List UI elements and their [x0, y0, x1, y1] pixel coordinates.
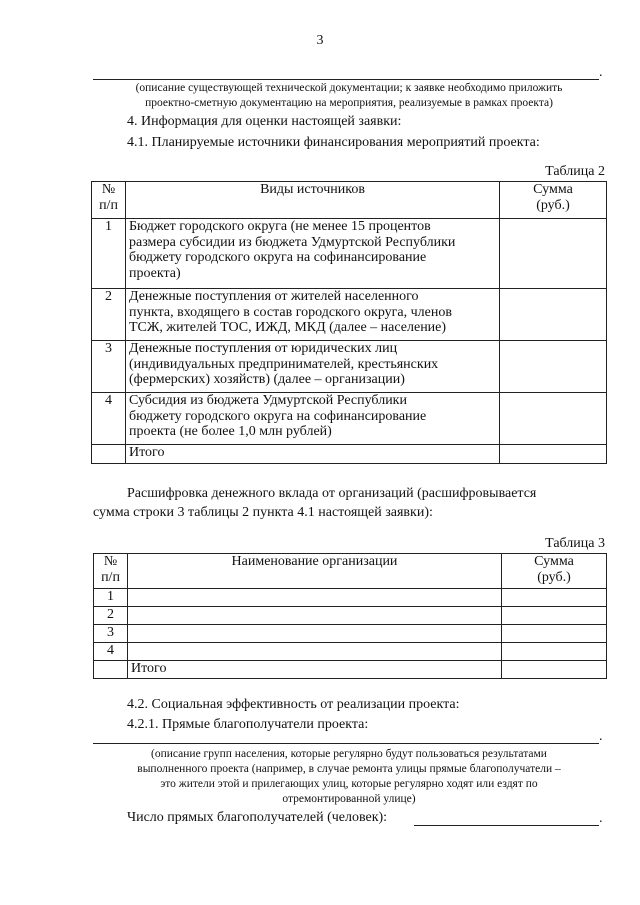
page-number: 3: [316, 33, 324, 48]
blank-line-period: .: [599, 65, 603, 80]
top-note-line-1: (описание существующей технической документации; к заявке необходимо приложить: [135, 82, 563, 94]
section-4-2-title: 4.2. Социальная эффективность от реализации проекта:: [127, 697, 460, 712]
top-note: [93, 81, 605, 111]
sum-cell[interactable]: [502, 643, 607, 661]
table-row: [94, 643, 607, 661]
table-row: [94, 589, 607, 607]
table-row: [92, 219, 607, 289]
table-3-total-row: [94, 661, 607, 679]
source-description: Денежные поступления от юридических лиц (индивидуальных предпринимателей, крестьянских (фермерских) хозяйств) (далее – организации): [126, 341, 500, 393]
beneficiaries-count-label: Число прямых благополучателей (человек):: [127, 810, 388, 825]
row-number: 3: [92, 341, 126, 393]
sum-cell[interactable]: [502, 589, 607, 607]
decoding-paragraph: [93, 484, 605, 522]
bottom-note: [93, 747, 605, 807]
bottom-note-line-3: это жители этой и прилегающих улиц, которые регулярно ходят или ездят по: [160, 778, 538, 790]
total-num-cell: [94, 661, 128, 679]
table-3-header-num: № п/п: [94, 554, 128, 589]
table-row: [92, 289, 607, 341]
row-number: 4: [94, 643, 128, 661]
bottom-note-line-4: отремонтированной улице): [282, 793, 416, 805]
table-3-header-name: Наименование организации: [128, 554, 502, 589]
section-4-2-1-title: 4.2.1. Прямые благополучатели проекта:: [127, 717, 369, 732]
bottom-note-line-2: выполненного проекта (например, в случае ремонта улицы прямые благополучатели –: [137, 763, 561, 775]
sum-cell[interactable]: [502, 625, 607, 643]
organization-name-cell[interactable]: [128, 589, 502, 607]
beneficiaries-description-blank-line: [93, 743, 599, 744]
section-4-1-title: 4.1. Планируемые источники финансирования мероприятий проекта:: [127, 135, 540, 150]
sum-cell[interactable]: [502, 607, 607, 625]
section-4-title: 4. Информация для оценки настоящей заявки:: [127, 114, 402, 129]
table-row: [94, 607, 607, 625]
sum-cell[interactable]: [500, 219, 607, 289]
blank-line-period: .: [599, 729, 603, 744]
table-row: [94, 625, 607, 643]
table-2-total-row: [92, 445, 607, 464]
row-number: 3: [94, 625, 128, 643]
description-blank-line: [93, 79, 599, 80]
total-sum-cell[interactable]: [502, 661, 607, 679]
table-2-header-name: Виды источников: [126, 182, 500, 219]
source-description: Бюджет городского округа (не менее 15 процентов размера субсидии из бюджета Удмуртской Республики бюджету городского округа на софинансирование проекта): [126, 219, 500, 289]
total-label: Итого: [126, 445, 500, 464]
total-label: Итого: [128, 661, 502, 679]
table-3-header-sum: Сумма (руб.): [502, 554, 607, 589]
organization-name-cell[interactable]: [128, 643, 502, 661]
table-3-header-row: [94, 554, 607, 589]
row-number: 2: [94, 607, 128, 625]
table-3-caption: Таблица 3: [545, 536, 605, 551]
table-row: [92, 341, 607, 393]
bottom-note-line-1: (описание групп населения, которые регулярно будут пользоваться результатами: [151, 748, 547, 760]
table-2-funding-sources: [91, 181, 607, 464]
source-description: Субсидия из бюджета Удмуртской Республики бюджету городского округа на софинансирование проекта (не более 1,0 млн рублей): [126, 393, 500, 445]
table-row: [92, 393, 607, 445]
sum-cell[interactable]: [500, 393, 607, 445]
table-2-header-num: № п/п: [92, 182, 126, 219]
total-sum-cell[interactable]: [500, 445, 607, 464]
table-3-organizations: [93, 553, 607, 679]
sum-cell[interactable]: [500, 341, 607, 393]
organization-name-cell[interactable]: [128, 607, 502, 625]
table-2-header-row: [92, 182, 607, 219]
sum-cell[interactable]: [500, 289, 607, 341]
decoding-line-2: сумма строки 3 таблицы 2 пункта 4.1 настоящей заявки):: [93, 505, 433, 520]
count-field-period: .: [599, 811, 603, 826]
row-number: 1: [92, 219, 126, 289]
row-number: 1: [94, 589, 128, 607]
organization-name-cell[interactable]: [128, 625, 502, 643]
table-2-caption: Таблица 2: [545, 164, 605, 179]
row-number: 4: [92, 393, 126, 445]
total-num-cell: [92, 445, 126, 464]
source-description: Денежные поступления от жителей населенного пункта, входящего в состав городского округа, членов ТСЖ, жителей ТОС, ИЖД, МКД (далее – население): [126, 289, 500, 341]
beneficiaries-count-field[interactable]: [414, 825, 599, 826]
decoding-line-1: Расшифровка денежного вклада от организаций (расшифровывается: [127, 486, 537, 501]
row-number: 2: [92, 289, 126, 341]
top-note-line-2: проектно-сметную документацию на мероприятия, реализуемые в рамках проекта): [145, 97, 553, 109]
table-2-header-sum: Сумма (руб.): [500, 182, 607, 219]
